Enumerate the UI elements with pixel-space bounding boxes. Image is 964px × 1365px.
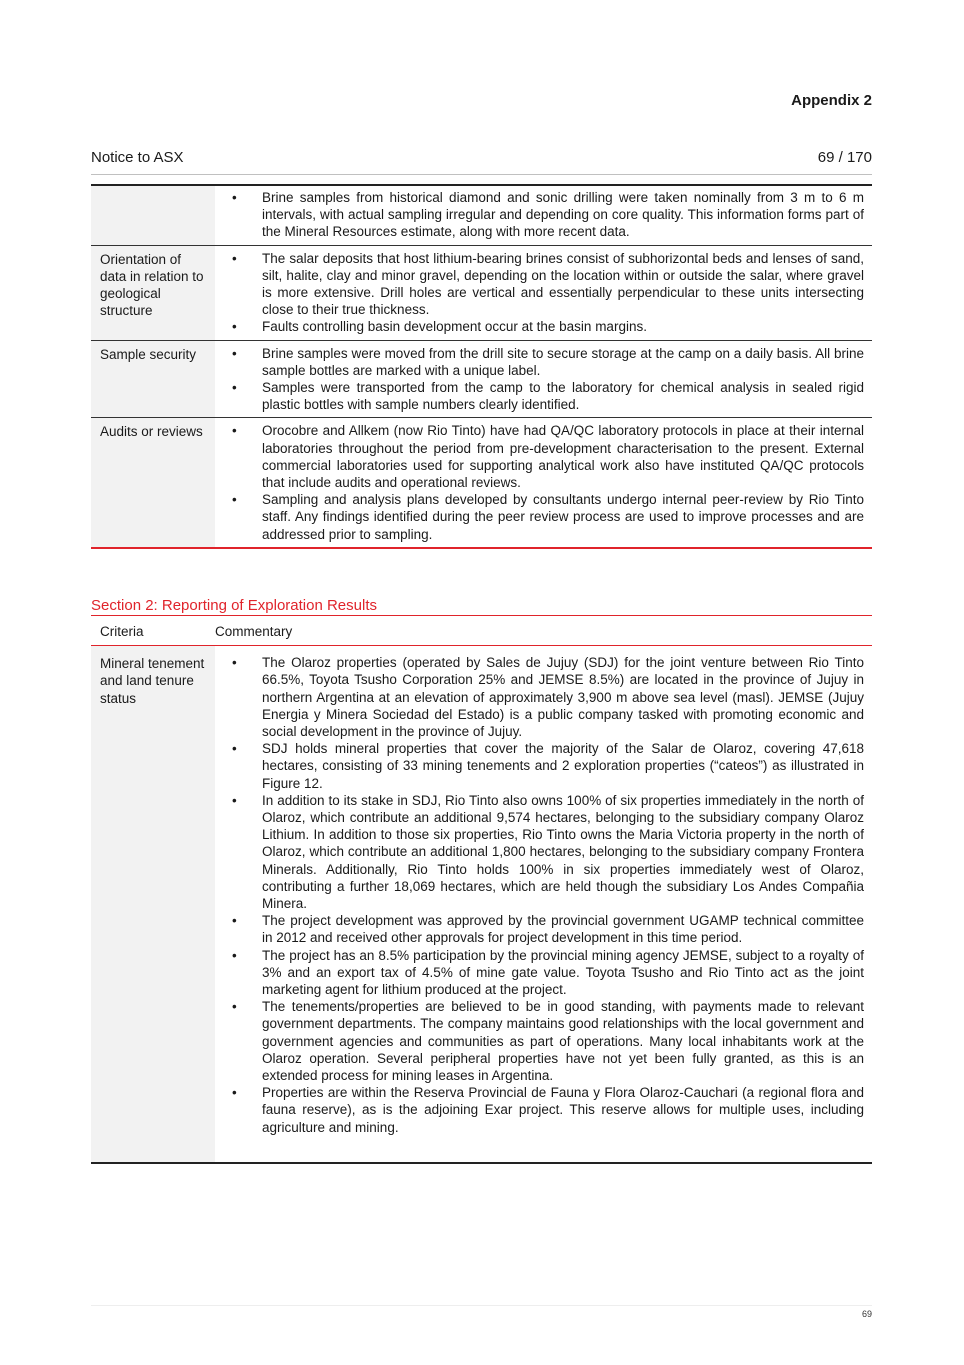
commentary-cell	[215, 340, 872, 418]
criteria-cell: Mineral tenement and land tenure status	[91, 646, 215, 1163]
bullet-item: • Brine samples were moved from the drill site to secure storage at the camp on a daily basis. All brine sample bottles are marked with a unique label.	[215, 345, 864, 379]
bullet-item: • Brine samples from historical diamond and sonic drilling were taken nominally from 3 m to 6 m intervals, with actual sampling irregular and depending on core quality. This information forms part of the Mineral Resources estimate, along with more recent data.	[215, 189, 864, 241]
criteria-cell: Audits or reviews	[91, 418, 215, 548]
table-row	[91, 340, 872, 418]
bullet-item: • Sampling and analysis plans developed by consultants undergo internal peer-review by Rio Tinto staff. Any findings identified during the peer review process are used to improve processes and are addressed prior to sampling.	[215, 491, 864, 543]
bullet-item: • Samples were transported from the camp to the laboratory for chemical analysis in sealed rigid plastic bottles with sample numbers clearly identified.	[215, 379, 864, 413]
footer-page-number: 69	[861, 1309, 872, 1319]
commentary-cell	[215, 185, 872, 245]
column-header-commentary: Commentary	[215, 618, 872, 646]
bullet-item: • Properties are within the Reserva Provincial de Fauna y Flora Olaroz-Cauchari (a regional flora and fauna reserve), as is the adjoining Exar project. This reserve allows for multiple uses, including agriculture and mining.	[215, 1084, 864, 1136]
commentary-cell	[215, 646, 872, 1163]
table-row	[91, 418, 872, 548]
header-divider	[91, 174, 872, 175]
column-header-criteria: Criteria	[91, 618, 215, 646]
bullet-item: • SDJ holds mineral properties that cover the majority of the Salar de Olaroz, covering 47,618 hectares, consisting of 33 mining tenements and 2 exploration properties (“cateos”) as illustrated in Figure 12.	[215, 740, 864, 792]
section2-title: Section 2: Reporting of Exploration Results	[91, 597, 872, 616]
appendix-label: Appendix 2	[791, 92, 872, 109]
bullet-item: • Faults controlling basin development occur at the basin margins.	[215, 318, 864, 335]
table-header-row	[91, 618, 872, 646]
bullet-item: • The project has an 8.5% participation by the provincial mining agency JEMSE, subject to a royalty of 3% and an export tax of 4.5% of mine gate value. Toyota Tsusho and Rio Tinto act as the joint marketing agent for lithium produced at the project.	[215, 947, 864, 999]
commentary-cell	[215, 245, 872, 340]
table-row	[91, 646, 872, 1163]
bullet-item: • In addition to its stake in SDJ, Rio Tinto also owns 100% of six properties immediately in the north of Olaroz, which contribute an additional 9,574 hectares, belonging to the subsidiary company Olaroz Lithium. In addition to those six properties, Rio Tinto owns the Maria Victoria property in the north of Olaroz, which contribute an additional 1,800 hectares, belonging to the subsidiary company Frontera Minerals. Additionally, Rio Tinto holds 100% in six properties immediately west of Olaroz, contributing a further 18,069 hectares, which are held though the subsidiary Los Andes Compañia Minera.	[215, 792, 864, 912]
bullet-item: • The Olaroz properties (operated by Sales de Jujuy (SDJ) for the joint venture between Rio Tinto 66.5%, Toyota Tsusho Corporation 25% and JEMSE 8.5%) are located in the province of Jujuy in northern Argentina at an elevation of approximately 3,900 m above sea level (masl). JEMSE (Jujuy Energia y Minera Sociedad del Estado) is a public company tasked with promoting economic and social development in the province of Jujuy.	[215, 654, 864, 740]
bullet-item: • The project development was approved by the provincial government UGAMP technical committee in 2012 and received other approvals for project development in this time period.	[215, 912, 864, 946]
section1-table	[91, 184, 872, 549]
criteria-cell: Sample security	[91, 340, 215, 418]
notice-title: Notice to ASX	[91, 149, 184, 166]
bullet-item: • The salar deposits that host lithium-bearing brines consist of subhorizontal beds and lenses of sand, silt, halite, clay and minor gravel, depending on the location within or outside the salar, where gravel is more extensive. Drill holes are vertical and essentially perpendicular to these units intersecting close to their true thickness.	[215, 250, 864, 319]
bullet-item: • Orocobre and Allkem (now Rio Tinto) have had QA/QC laboratory protocols in place at their internal laboratories throughout the period from pre-development characterisation to the present. External commercial laboratories used for supporting analytical work also have instituted QA/QC protocols that include audits and operational reviews.	[215, 422, 864, 491]
criteria-cell	[91, 185, 215, 245]
footer-divider	[91, 1305, 872, 1306]
criteria-cell: Orientation of data in relation to geological structure	[91, 245, 215, 340]
page-count: 69 / 170	[817, 149, 872, 166]
page-header	[91, 149, 872, 166]
bullet-item: • The tenements/properties are believed to be in good standing, with payments made to relevant government departments. The company maintains good relationships with the local government and government agencies and communities as part of operations. Many local inhabitants work at the Olaroz operation. Several peripheral properties have not yet been fully granted, as this is an extended process for mining leases in Argentina.	[215, 998, 864, 1084]
table-row	[91, 245, 872, 340]
commentary-cell	[215, 418, 872, 548]
table-row	[91, 185, 872, 245]
section2-table	[91, 618, 872, 1164]
